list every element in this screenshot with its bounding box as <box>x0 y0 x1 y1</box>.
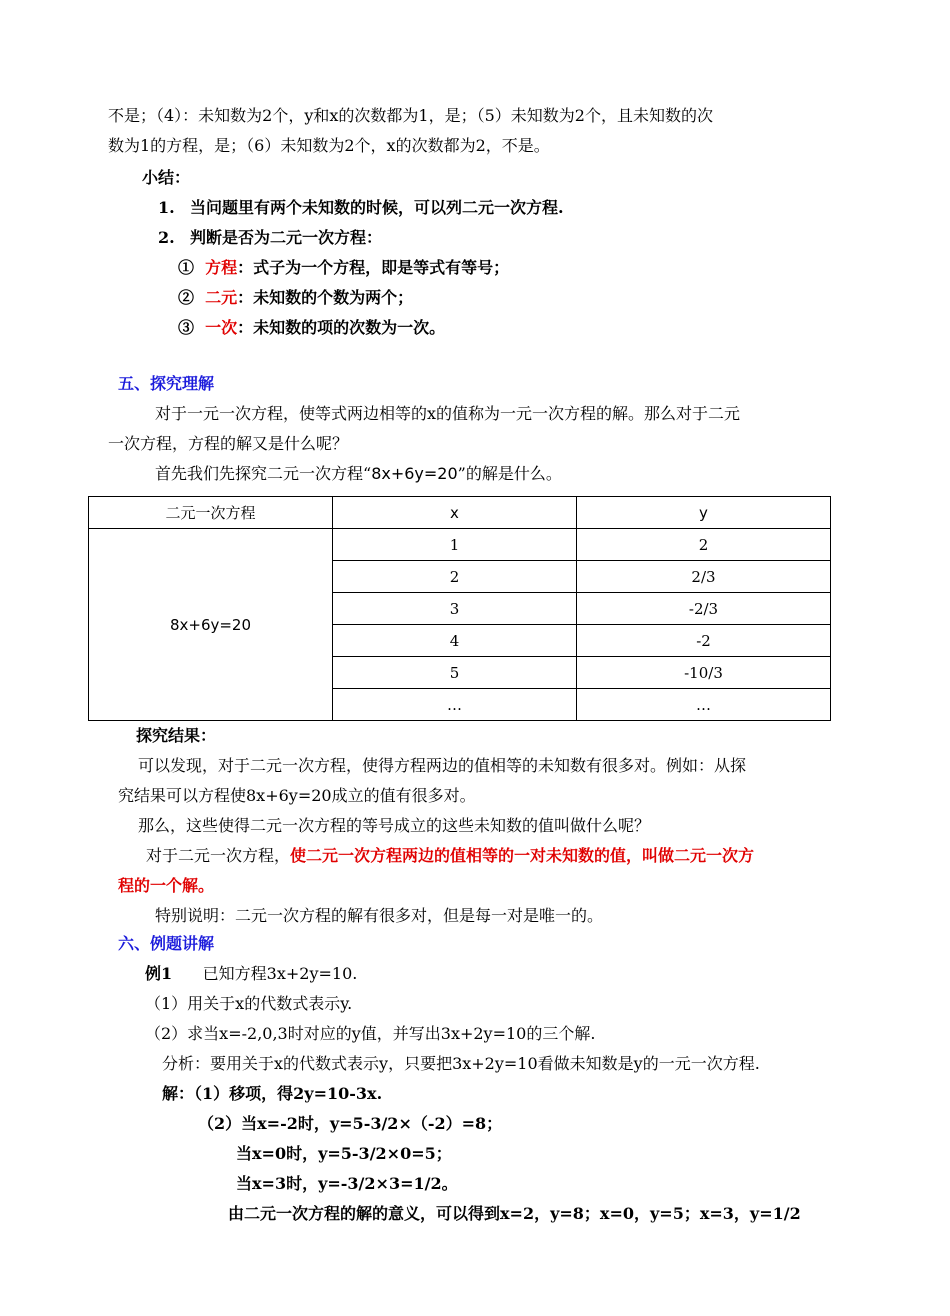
section-5-p1-line2: 一次方程，方程的解又是什么呢？ <box>108 434 349 453</box>
table-header-x: x <box>333 497 577 529</box>
definition-red-line1: 使二元一次方程两边的值相等的一对未知数的值，叫做二元一次方 <box>290 846 755 865</box>
definition-red-line2: 程的一个解。 <box>118 876 215 895</box>
solution-step-5: 由二元一次方程的解的意义，可以得到x=2，y=8；x=0，y=5；x=3，y=1/2 <box>228 1204 801 1223</box>
result-p3-line1 <box>146 846 754 866</box>
solution-line-1 <box>162 1084 382 1104</box>
table-header-equation: 二元一次方程 <box>89 497 333 529</box>
summary-title: 小结： <box>142 168 191 187</box>
summary-item-1-text: 当问题里有两个未知数的时候，可以列二元一次方程. <box>190 198 564 217</box>
keyword-eryuan: 二元 <box>205 288 238 307</box>
table-cell-y: … <box>577 689 831 721</box>
solutions-table <box>88 496 831 721</box>
summary-sub-1-text: ：式子为一个方程，即是等式有等号； <box>237 258 510 277</box>
table-header-y: y <box>577 497 831 529</box>
question-2: （2）求当x=-2,0,3时对应的y值，并写出3x+2y=10的三个解. <box>145 1024 596 1043</box>
section-5-p2-equation: 8x+6y=20 <box>371 464 458 483</box>
section-6-heading: 六、例题讲解 <box>118 934 215 953</box>
summary-sub-3-text: ：未知数的项的次数为一次。 <box>237 318 446 337</box>
table-cell-x: 3 <box>333 593 577 625</box>
keyword-fangcheng: 方程 <box>205 258 238 277</box>
circled-two-mark: ② <box>178 288 195 307</box>
table-cell-y: -2/3 <box>577 593 831 625</box>
intro-line-1: 不是；（4）：未知数为2个，y和x的次数都为1，是；（5）未知数为2个，且未知数的次 <box>108 106 713 125</box>
summary-sub-2 <box>178 288 413 308</box>
result-title: 探究结果： <box>136 726 217 745</box>
example-1-line <box>145 964 357 984</box>
summary-item-1-num: 1. <box>158 198 175 217</box>
solution-step-1: （1）移项，得2y=10-3x. <box>194 1084 383 1103</box>
table-cell-y: -2 <box>577 625 831 657</box>
solution-step-4: 当x=3时，y=-3/2×3=1/2。 <box>236 1174 458 1193</box>
table-equation-cell: 8x+6y=20 <box>89 529 333 721</box>
table-cell-x: … <box>333 689 577 721</box>
table-cell-y: 2 <box>577 529 831 561</box>
summary-sub-1 <box>178 258 509 278</box>
question-1: （1）用关于x的代数式表示y. <box>145 994 353 1013</box>
table-cell-x: 5 <box>333 657 577 689</box>
summary-sub-2-text: ：未知数的个数为两个； <box>237 288 414 307</box>
result-p1-line1: 可以发现，对于二元一次方程，使得方程两边的值相等的未知数有很多对。例如：从探 <box>138 756 747 775</box>
section-5-heading: 五、探究理解 <box>118 374 215 393</box>
result-note: 特别说明：二元一次方程的解有很多对，但是每一对是唯一的。 <box>155 906 604 925</box>
solution-label: 解： <box>162 1084 195 1103</box>
summary-item-2-num: 2. <box>158 228 175 247</box>
table-cell-x: 4 <box>333 625 577 657</box>
keyword-yici: 一次 <box>205 318 238 337</box>
section-5-p2-prefix: 首先我们先探究二元一次方程“ <box>155 464 372 483</box>
analysis: 分析：要用关于x的代数式表示y，只要把3x+2y=10看做未知数是y的一元一次方程. <box>162 1054 760 1073</box>
example-label: 例1 <box>145 964 173 983</box>
result-p1-line2: 究结果可以方程使8x+6y=20成立的值有很多对。 <box>118 786 476 805</box>
result-p3-prefix: 对于二元一次方程， <box>146 846 291 865</box>
section-5-p2-suffix: ”的解是什么。 <box>457 464 562 483</box>
table-cell-y: -10/3 <box>577 657 831 689</box>
table-row <box>89 529 831 561</box>
circled-one-mark: ① <box>178 258 195 277</box>
solution-step-2: （2）当x=-2时，y=5-3/2×（-2）=8； <box>198 1114 503 1133</box>
table-cell-y: 2/3 <box>577 561 831 593</box>
table-cell-x: 2 <box>333 561 577 593</box>
solution-step-3: 当x=0时，y=5-3/2×0=5； <box>236 1144 452 1163</box>
table-header-row <box>89 497 831 529</box>
circled-three-mark: ③ <box>178 318 195 337</box>
example-text: 已知方程3x+2y=10. <box>202 964 358 983</box>
summary-item-2-text: 判断是否为二元一次方程： <box>190 228 383 247</box>
summary-sub-3 <box>178 318 445 338</box>
section-5-p1-line1: 对于一元一次方程，使等式两边相等的x的值称为一元一次方程的解。那么对于二元 <box>155 404 741 423</box>
intro-line-2: 数为1的方程，是；（6）未知数为2个，x的次数都为2，不是。 <box>108 136 550 155</box>
result-p2: 那么，这些使得二元一次方程的等号成立的这些未知数的值叫做什么呢？ <box>138 816 651 835</box>
section-5-p2 <box>155 464 562 484</box>
table-cell-x: 1 <box>333 529 577 561</box>
